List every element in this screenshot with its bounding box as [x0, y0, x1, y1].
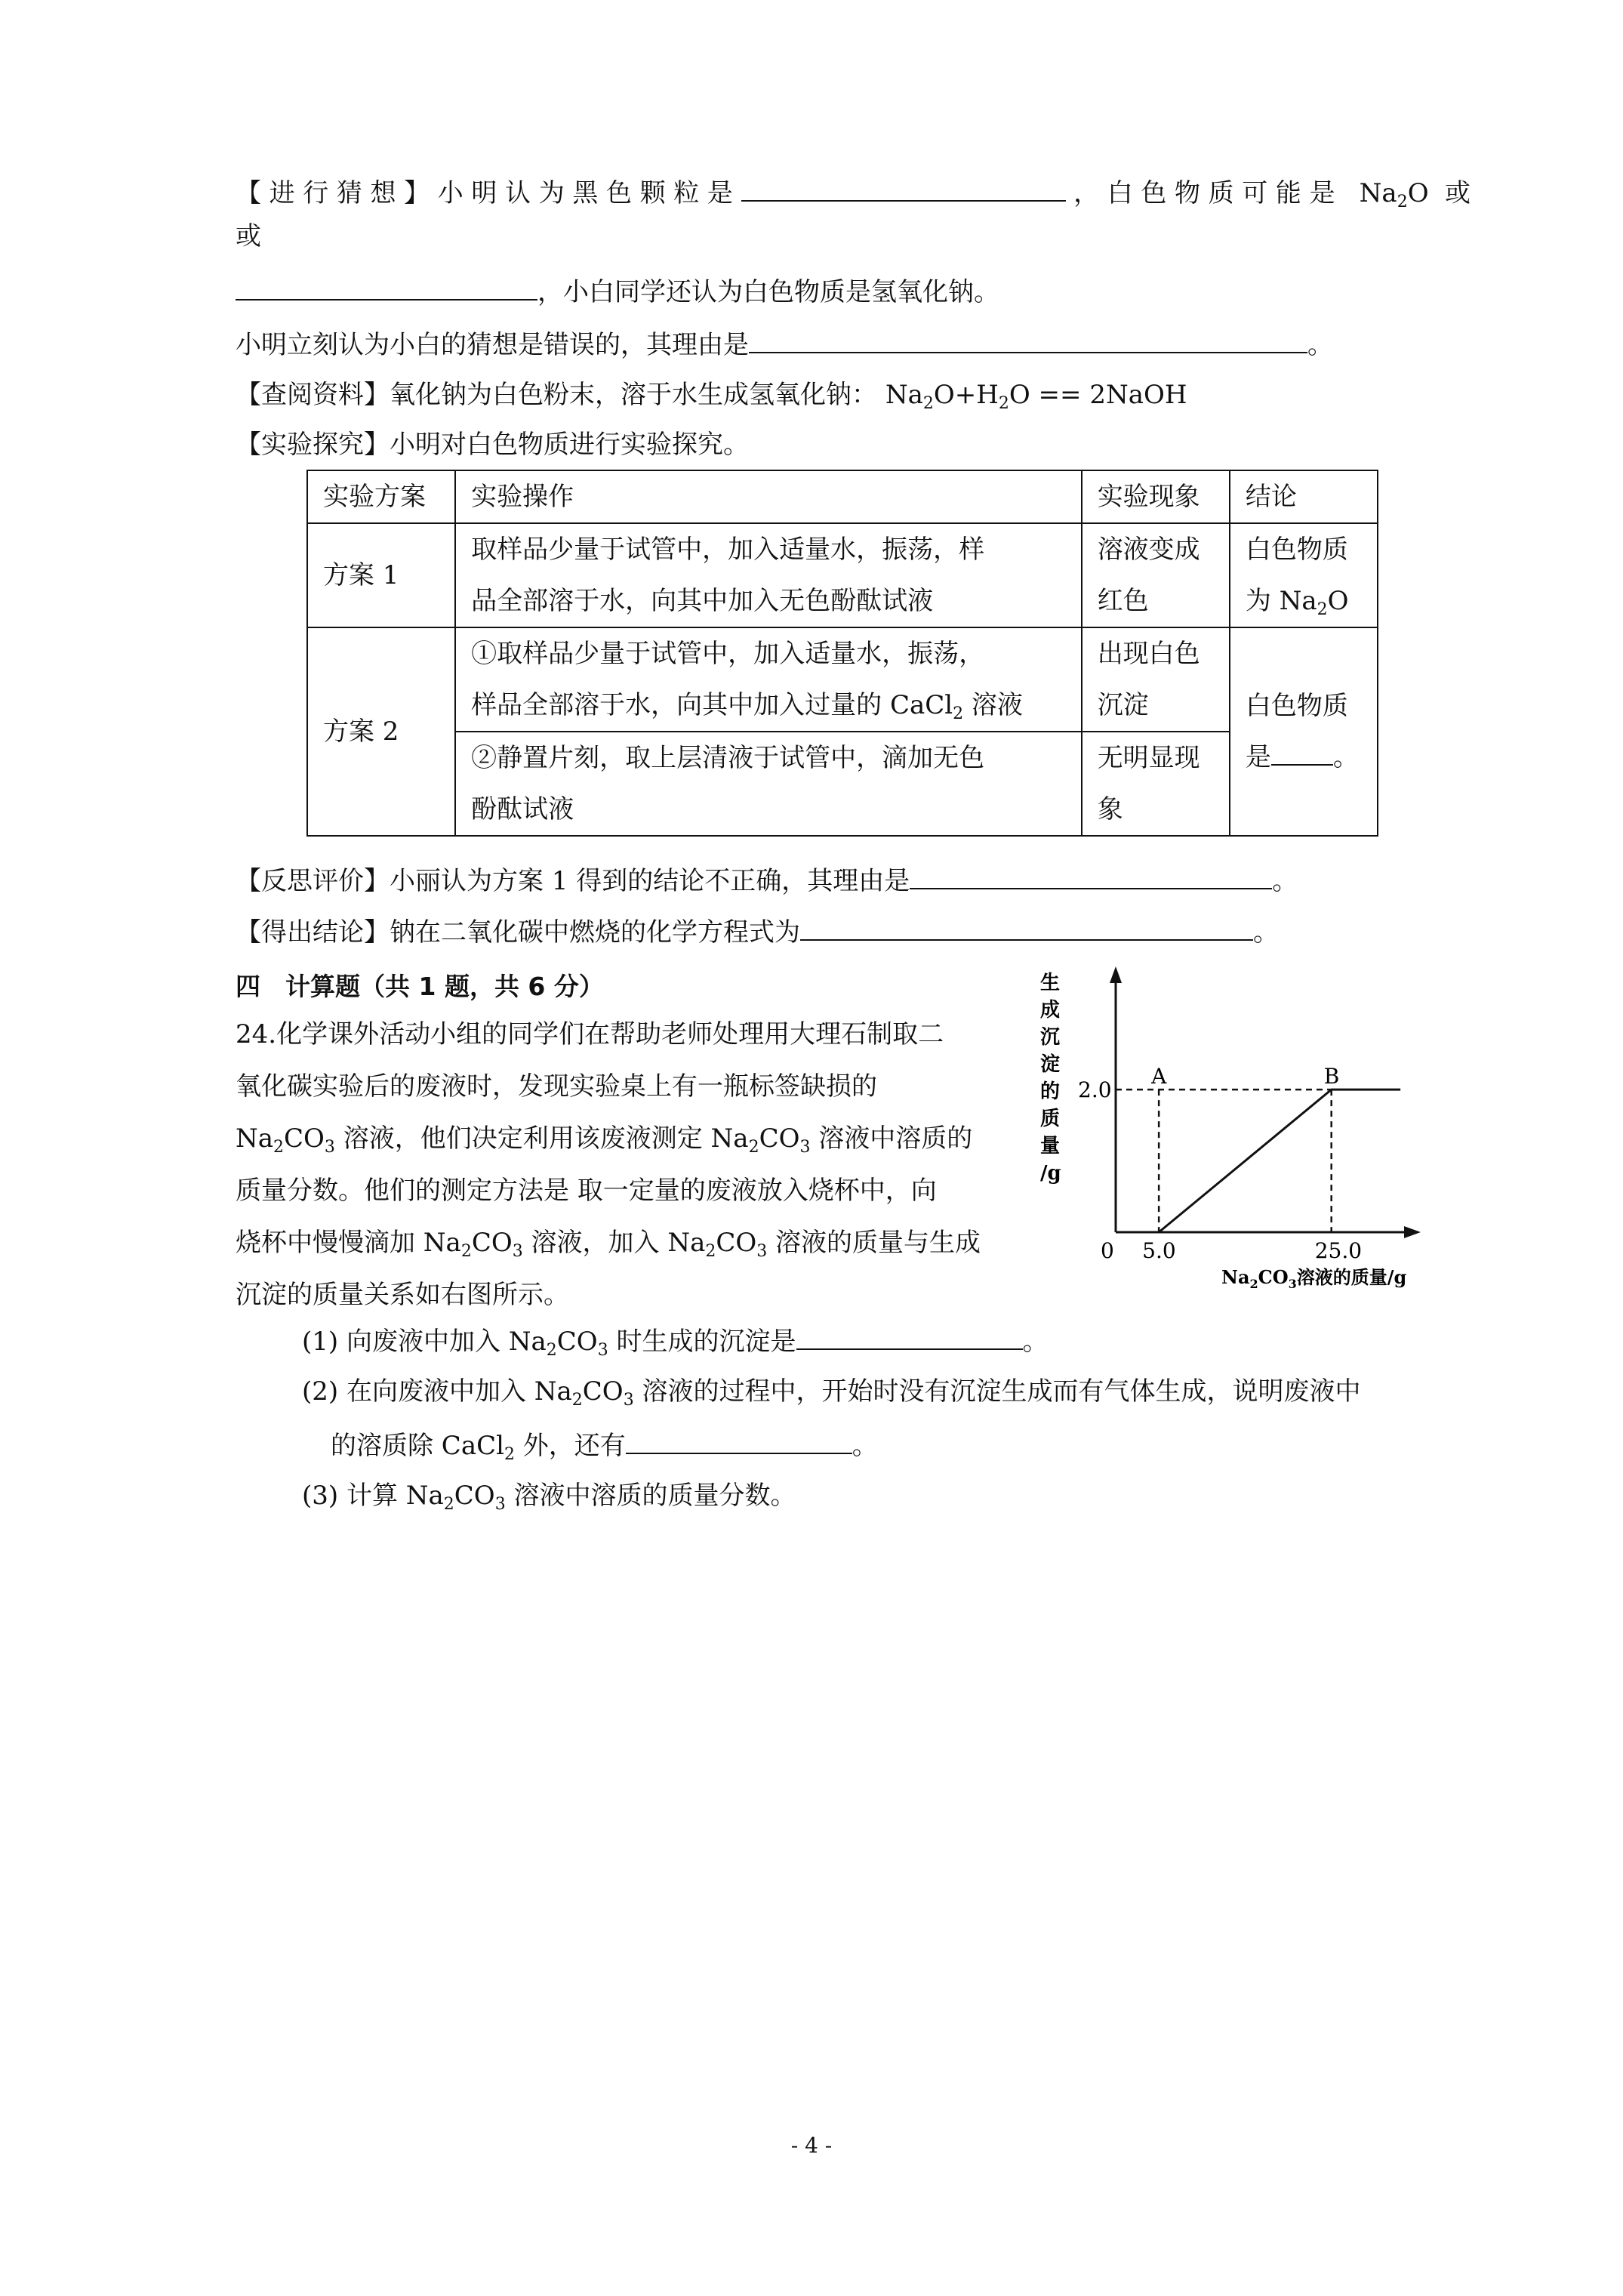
y-axis-label-char: 生: [1040, 972, 1061, 994]
y-axis-label-char: 淀: [1040, 1053, 1061, 1076]
y-axis-label-char: 成: [1040, 999, 1061, 1022]
y-tick-label: 2.0: [1078, 1077, 1112, 1103]
y-axis-label-char: /g: [1040, 1162, 1061, 1185]
guess-line-4: 小明立刻认为小白的猜想是错误的，其理由是 。: [236, 330, 1333, 360]
answer-blank-black-particle[interactable]: [741, 177, 1066, 202]
phenomenon-cell: 无明显现 象: [1082, 732, 1230, 836]
y-axis-label-char: 沉: [1040, 1026, 1061, 1049]
reference-line: 【查阅资料】氧化钠为白色粉末，溶于水生成氢氧化钠： $Na_2O+H_2O$ == 2NaOH: [236, 380, 1187, 413]
table-row: [307, 732, 1378, 836]
answer-blank-solute[interactable]: [626, 1430, 852, 1454]
table-header: 实验方案: [307, 470, 455, 523]
point-label: B: [1323, 1064, 1340, 1089]
guess-line-2: 或: [236, 221, 261, 251]
operation-cell: ②静置片刻，取上层清液于试管中，滴加无色 酚酞试液: [455, 732, 1082, 836]
origin-label: 0: [1101, 1238, 1114, 1263]
table-row: [307, 523, 1378, 627]
experiment-table: [306, 470, 1378, 837]
sub-question-3: (3) 计算 $Na_2CO_3$ 溶液中溶质的质量分数。: [302, 1481, 796, 1514]
phenomenon-cell: 出现白色 沉淀: [1082, 627, 1230, 732]
table-header: 实验现象: [1082, 470, 1230, 523]
answer-blank-equation[interactable]: [800, 917, 1253, 941]
table-header-row: [307, 470, 1378, 523]
reflect-line: 【反思评价】小丽认为方案 1 得到的结论不正确，其理由是 。: [236, 866, 1298, 896]
sub-question-2-cont: 的溶质除 CaCl$_2$ 外，还有 。: [331, 1431, 878, 1464]
answer-blank-precipitate[interactable]: [796, 1326, 1023, 1350]
question-24-body: 24.化学课外活动小组的同学们在帮助老师处理用大理石制取二 氧化碳实验后的废液时，发现实验桌上有一瓶标签缺损的 $Na_2CO_3$ 溶液，他们决定利用该废液测定 $Na_2CO_3$ 溶液中溶质的 质量分数。他们的测定方法是 取一定量的废液放入烧杯中，向 烧杯中慢慢滴加 $Na_2CO_3$ 溶液，加入 $Na_2CO_3$ 溶液的质量与生成 沉淀的质量关系如右图所示。: [236, 1019, 981, 1310]
page-number: - 4 -: [790, 2133, 833, 2158]
answer-blank-reflect[interactable]: [910, 865, 1272, 889]
precipitate-mass-chart: [1034, 959, 1457, 1299]
y-axis-label: [1040, 972, 1061, 1185]
x-axis-arrow: [1404, 1226, 1421, 1238]
x-axis-label: $Na_2CO_3$溶液的质量/g: [1221, 1266, 1407, 1291]
x-tick-label: 25.0: [1314, 1238, 1363, 1263]
y-axis-label-char: 量: [1040, 1135, 1061, 1157]
table-header: 实验操作: [455, 470, 1082, 523]
conclusion-cell: 白色物质 为 $Na_2O$: [1230, 523, 1378, 627]
answer-blank-white-substance[interactable]: [236, 276, 537, 300]
conclusion-cell: 白色物质 是 。: [1230, 627, 1378, 836]
section-4-title: 四 计算题（共 1 题，共 6 分）: [236, 972, 604, 1001]
point-label: A: [1151, 1064, 1167, 1089]
operation-cell: ①取样品少量于试管中，加入适量水，振荡， 样品全部溶于水，向其中加入过量的 CaCl$_2$ 溶液: [455, 627, 1082, 732]
sub-question-2: (2) 在向废液中加入 $Na_2CO_3$ 溶液的过程中，开始时没有沉淀生成而有气体生成，说明废液中: [302, 1376, 1361, 1410]
guess-line-1: 【进行猜想】小明认为黑色颗粒是 ，白色物质可能是 $Na_2O$ 或: [236, 178, 1471, 211]
answer-blank-reason[interactable]: [749, 329, 1307, 353]
plan-cell: 方案 2: [307, 627, 455, 836]
y-axis-label-char: 质: [1040, 1108, 1061, 1130]
explore-line: 【实验探究】小明对白色物质进行实验探究。: [236, 430, 749, 460]
x-tick-label: 5.0: [1142, 1238, 1176, 1263]
sub-question-1: (1) 向废液中加入 $Na_2CO_3$ 时生成的沉淀是 。: [302, 1327, 1049, 1360]
conclusion-line: 【得出结论】钠在二氧化碳中燃烧的化学方程式为 。: [236, 917, 1279, 948]
phenomenon-cell: 溶液变成 红色: [1082, 523, 1230, 627]
guess-line-3: ，小白同学还认为白色物质是氢氧化钠。: [236, 276, 999, 305]
y-axis-label-char: 的: [1040, 1080, 1061, 1103]
table-row: [307, 627, 1378, 732]
plan-cell: 方案 1: [307, 523, 455, 627]
data-series-line: [1159, 1089, 1400, 1232]
y-axis-arrow: [1110, 966, 1122, 983]
answer-blank-conclusion[interactable]: [1271, 744, 1333, 766]
operation-cell: 取样品少量于试管中，加入适量水，振荡，样 品全部溶于水，向其中加入无色酚酞试液: [455, 523, 1082, 627]
table-header: 结论: [1230, 470, 1378, 523]
